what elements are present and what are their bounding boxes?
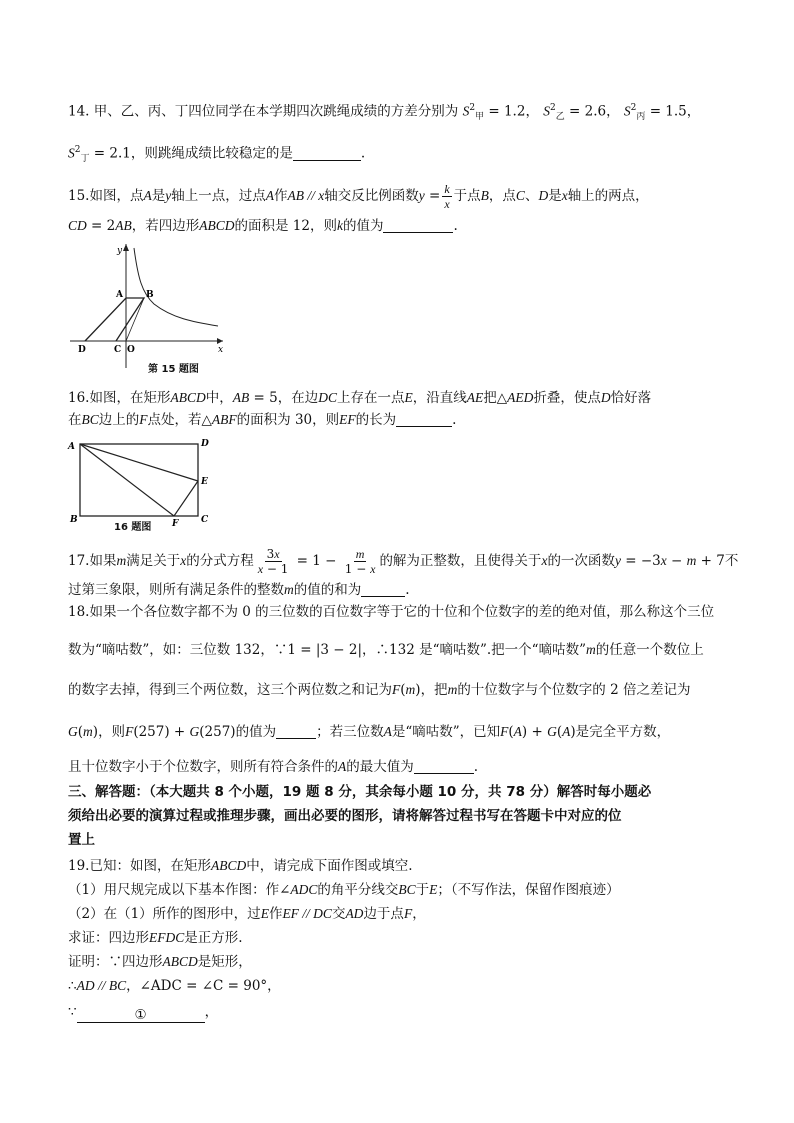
q15-line1: 15.如图，点A是y轴上一点，过点A作AB // x轴交反比例函数y = $\frac{k}{x}$ 于点B，点C、D是x轴上的两点， — [68, 182, 649, 211]
figure-q15 — [68, 238, 228, 374]
svg-text:A: A — [116, 290, 123, 300]
q19-line4: 求证：四边形EFDC是正方形. — [68, 930, 243, 946]
svg-text:C: C — [201, 515, 209, 525]
q18-line2: 数为“嘀咕数”，如：三位数 132，∵1 = |3 − 2|，∴132 是“嘀咕数”.把一个“嘀咕数”m的任意一个数位上 — [68, 642, 704, 658]
q15-fig-caption: 第 15 题图 — [148, 364, 199, 375]
q16-line1: 16.如图，在矩形ABCD中，AB = 5，在边DC上存在一点E，沿直线AE把△AED折叠，使点D恰好落 — [68, 390, 652, 406]
q17-line1: 17.如果m满足关于x的分式方程 $\frac{3x}{x - 1}$ = 1 − $\frac{m}{1 - x}$ 的解为正整数，且使得关于x的一次函数y = −3x − m + 7不 — [68, 547, 739, 576]
svg-text:B: B — [70, 515, 78, 525]
svg-text:C: C — [114, 345, 122, 355]
q14-line2: $S^2_丁 = 2.1$，则跳绳成绩比较稳定的是 . — [68, 145, 366, 165]
svg-text:x: x — [218, 345, 224, 355]
section3-heading-line1: 三、解答题：（本大题共 8 个小题，19 题 8 分，其余每小题 10 分，共 78 分）解答时每小题必 — [68, 784, 652, 800]
section3-heading-line3: 置上 — [68, 832, 95, 848]
answer-blank[interactable] — [293, 146, 361, 161]
svg-text:F: F — [172, 519, 179, 529]
answer-blank[interactable] — [396, 412, 452, 427]
q18-line1: 18.如果一个各位数字都不为 0 的三位数的百位数字等于它的十位和个位数字的差的绝对值，那么称这个三位 — [68, 604, 715, 620]
q15-line2: CD = 2AB，若四边形ABCD的面积是 12，则k的值为 . — [68, 218, 458, 234]
q19-line2: （1）用尺规完成以下基本作图：作∠ADC的角平分线交BC于E；（不写作法，保留作图痕迹） — [68, 882, 620, 898]
q18-line4: G(m)，则F(257) + G(257)的值为 ；若三位数A是“嘀咕数”，已知F(A) + G(A)是完全平方数， — [68, 724, 671, 740]
q17-line2: 过第三象限，则所有满足条件的整数m的值的和为 . — [68, 582, 410, 598]
svg-text:O: O — [127, 345, 135, 355]
q19-line3: （2）在（1）所作的图形中，过E作EF // DC交AD边于点F， — [68, 906, 426, 922]
svg-text:E: E — [201, 477, 208, 487]
q19-line7: ∵ ① ， — [68, 1004, 219, 1023]
svg-text:D: D — [78, 345, 86, 355]
svg-text:B: B — [146, 290, 154, 300]
svg-text:D: D — [201, 439, 209, 449]
section3-heading-line2: 须给出必要的演算过程或推理步骤，画出必要的图形，请将解答过程书写在答题卡中对应的位 — [68, 808, 622, 824]
q19-line1: 19.已知：如图，在矩形ABCD中，请完成下面作图或填空. — [68, 858, 413, 874]
q16-line2: 在BC边上的F点处，若△ABF的面积为 30，则EF的长为 . — [68, 412, 457, 428]
answer-blank[interactable] — [383, 218, 453, 233]
answer-blank[interactable] — [276, 724, 316, 739]
q16-fig-caption: 16 题图 — [114, 522, 152, 533]
answer-blank-1[interactable]: ① — [77, 1008, 205, 1023]
q18-line5: 且十位数字小于个位数字，则所有符合条件的A的最大值为 . — [68, 759, 479, 775]
svg-text:y: y — [117, 246, 123, 256]
svg-text:A: A — [68, 442, 75, 452]
q19-line6: ∴AD // BC，∠ADC = ∠C = 90°， — [68, 978, 281, 994]
answer-blank[interactable] — [414, 759, 474, 774]
q14-line1: 14. 甲、乙、丙、丁四位同学在本学期四次跳绳成绩的方差分别为 $S^2_甲 = 1.2$， $S^2_乙 = 2.6$， $S^2_丙 = 1.5$， — [68, 103, 701, 123]
answer-blank[interactable] — [361, 582, 405, 597]
q18-line3: 的数字去掉，得到三个两位数，这三个两位数之和记为F(m)，把m的十位数字与个位数字的 2 倍之差记为 — [68, 682, 691, 698]
q19-line5: 证明：∵四边形ABCD是矩形， — [68, 954, 252, 970]
